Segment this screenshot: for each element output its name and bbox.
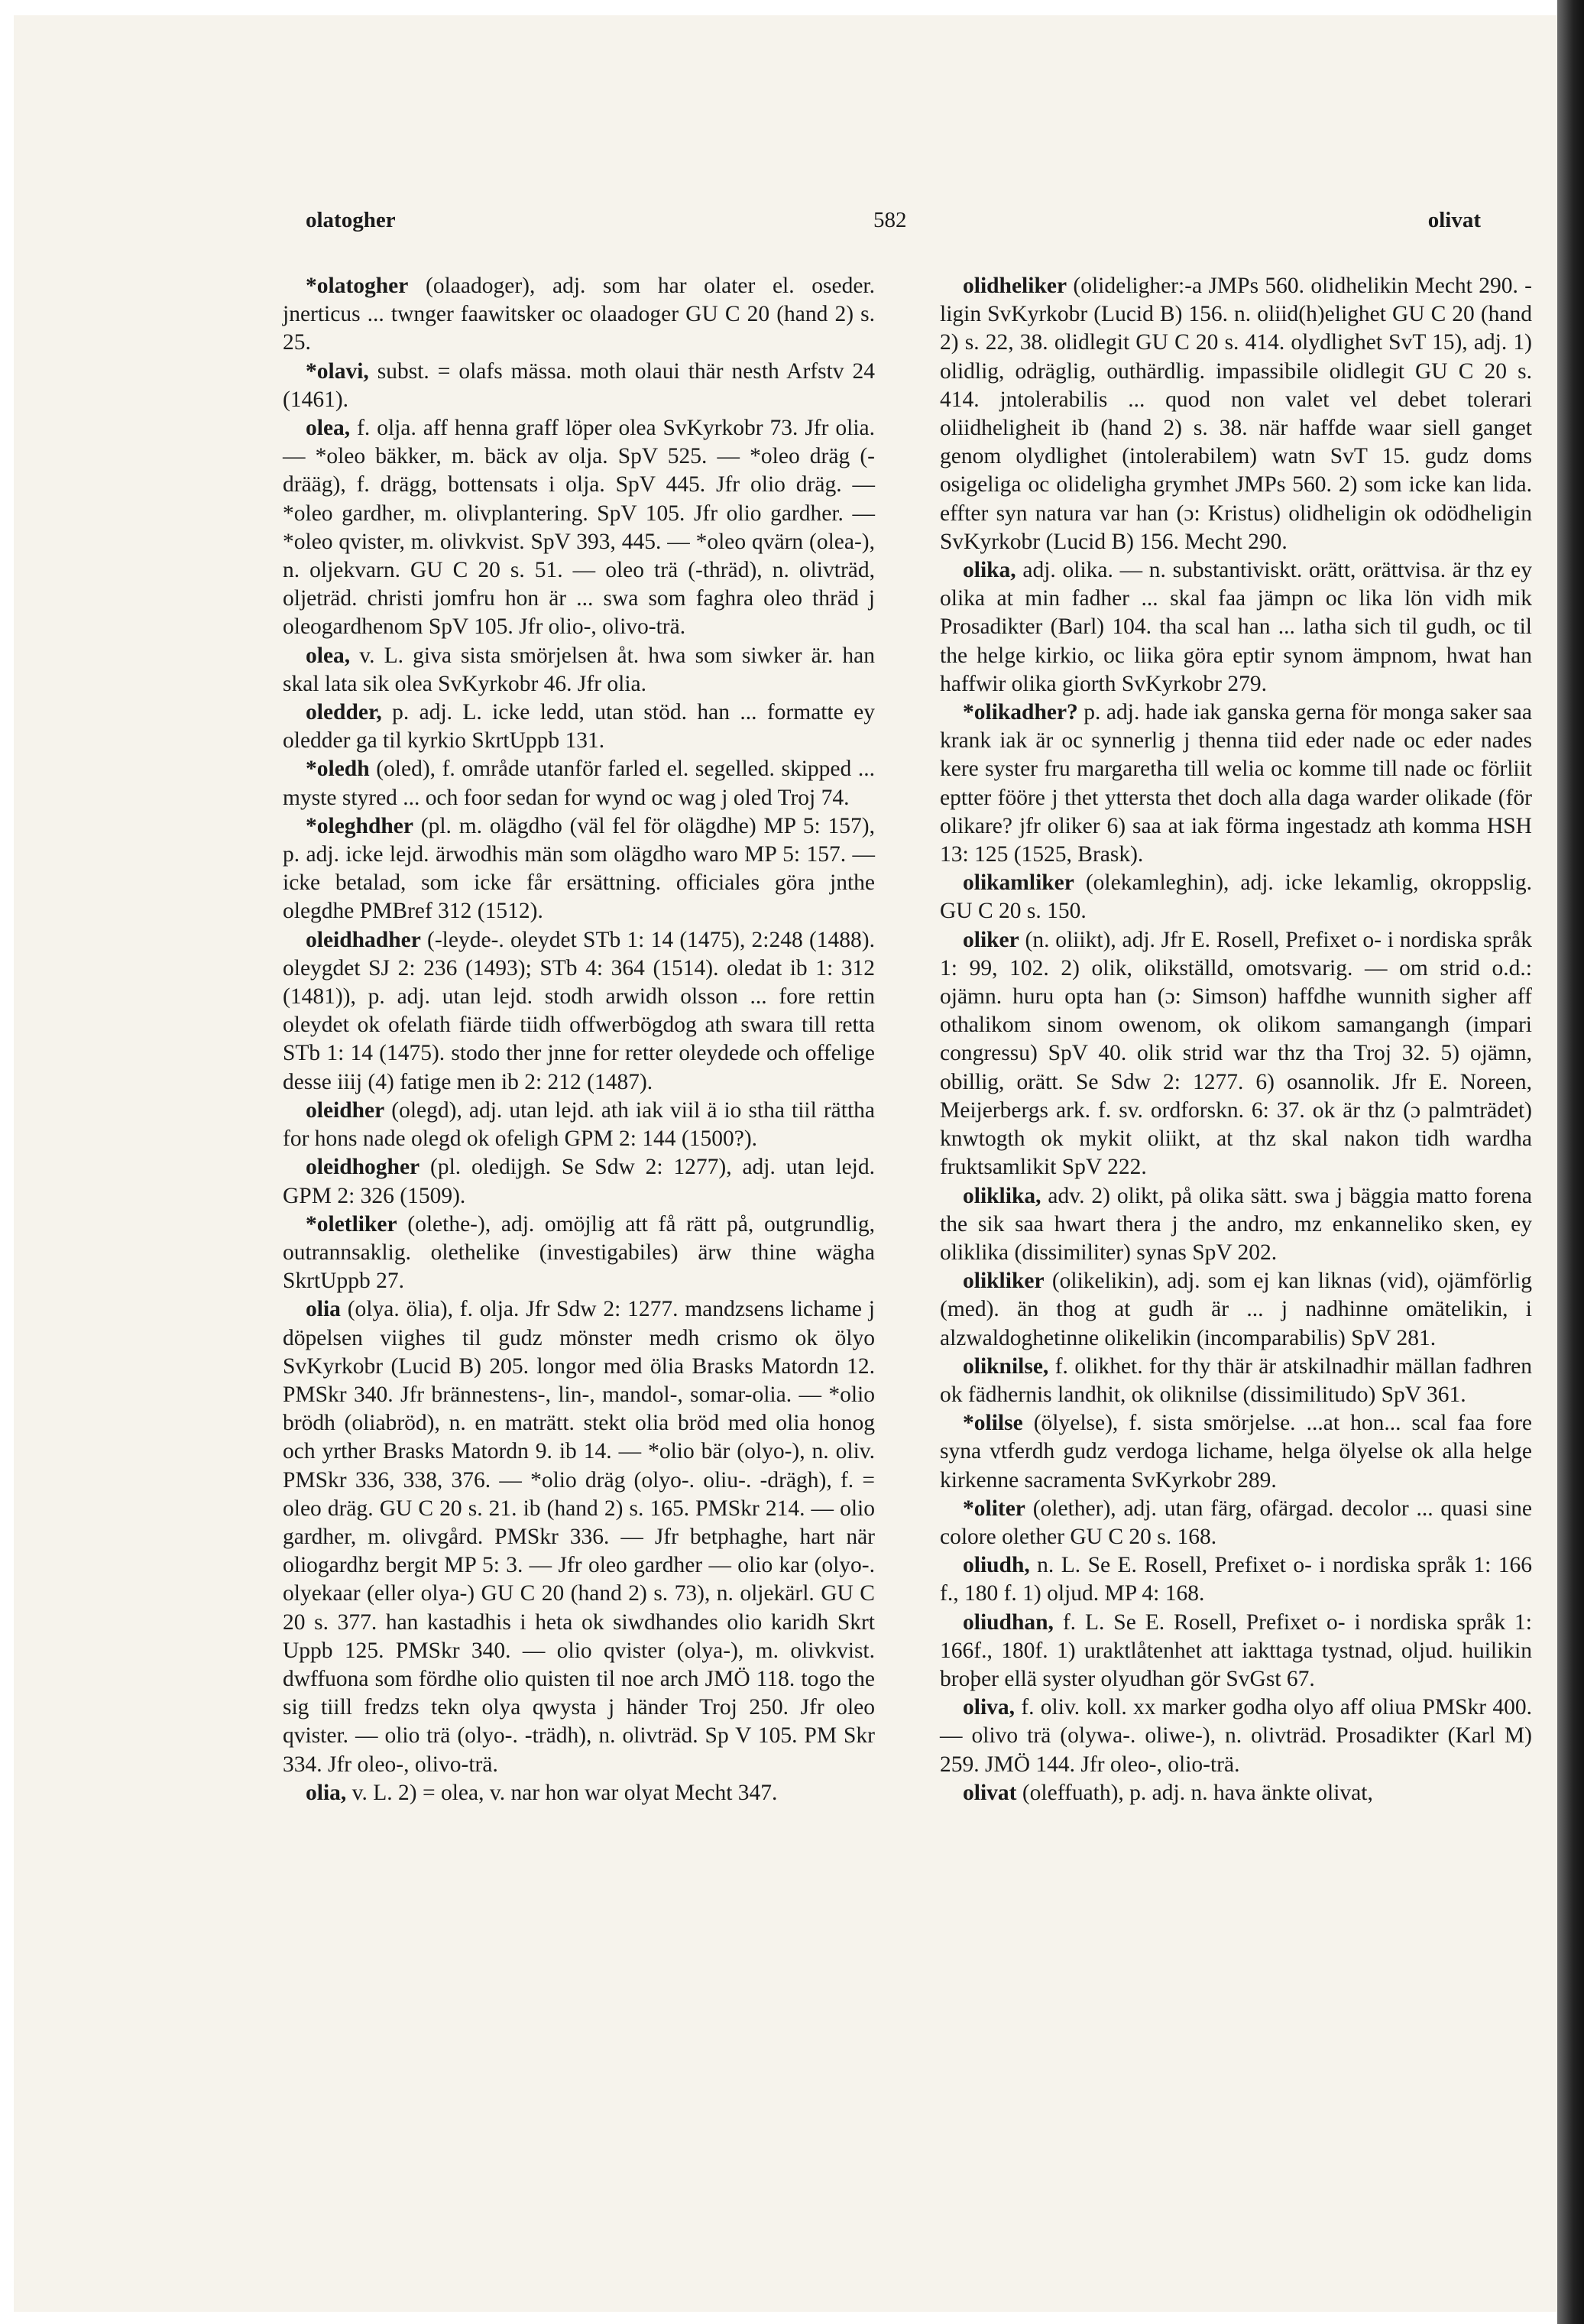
- entry-headword: olivat: [963, 1780, 1017, 1805]
- entry-headword: *oliter: [963, 1496, 1025, 1521]
- entry-headword: *olikadher?: [963, 700, 1078, 725]
- entry-headword: *oleghdher: [306, 813, 413, 838]
- entry-text: (olegd), adj. utan lejd. ath iak viil ä io stha tiil rättha for hons nade olegd ok ofeligh GPM 2: 144 (1500?).: [283, 1097, 875, 1152]
- entry-text: v. L. giva sista smörjelsen åt. hwa som siwker är. han skal lata sik olea SvKyrkobr 46. Jfr olia.: [283, 643, 875, 696]
- dictionary-entry: [283, 698, 875, 755]
- dictionary-entry: [283, 414, 875, 642]
- dictionary-entry: [940, 1694, 1532, 1779]
- dictionary-entry: [940, 1495, 1532, 1551]
- entry-headword: *oledh: [306, 757, 370, 782]
- entry-text: p. adj. hade iak ganska gerna för monga saker saa krank iak är oc synnerlig j thenna tiid eder nade oc eder nades kere syster fru margaretha till welia oc komme till nade oc förliit eptter fööre j thet yttersta thet doch alla daga warder olikade (för olikare? jfr oliker 6) saa at iak förma ingestadz ath komma HSH 13: 125 (1525, Brask).: [940, 700, 1532, 867]
- entry-text: p. adj. L. icke ledd, utan stöd. han ... formatte ey oledder ga til kyrkio SkrtUppb 131.: [283, 700, 875, 754]
- entry-headword: olea,: [306, 643, 351, 668]
- entry-text: (pl. m. olägdho (väl fel för olägdhe) MP 5: 157), p. adj. icke lejd. ärwodhis män som olägdho waro MP 5: 157. — icke betalad, som icke får ersättning. officiales göra jnthe olegdhe PMBref 312 (1512).: [283, 813, 875, 924]
- dictionary-entry: [940, 556, 1532, 698]
- entry-headword: oliudhan,: [963, 1609, 1054, 1635]
- header-left-guide-word: olatogher: [306, 208, 396, 232]
- entry-text: (pl. oledijgh. Se Sdw 2: 1277), adj. utan lejd. GPM 2: 326 (1509).: [283, 1155, 875, 1208]
- entry-headword: *oletliker: [306, 1211, 397, 1237]
- dictionary-entry: [940, 1182, 1532, 1268]
- entry-headword: olika,: [963, 558, 1016, 583]
- entry-text: (-leyde-. oleydet STb 1: 14 (1475), 2:248 (1488). oleygdet SJ 2: 236 (1493); STb 4: 364 (1514). oledat ib 1: 312 (1481)), p. adj. utan lejd. stodh arwidh olsson ... fore rettin oleydet ok ofelath fiärde tiidh offwerbögdog ath swara till retta STb 1: 14 (1475). stodo ther jnne for retter oleydede och offelige desse iiij (4) fatige men ib 2: 212 (1487).: [283, 927, 875, 1094]
- dictionary-entry: [283, 1211, 875, 1296]
- dictionary-entry: [940, 1353, 1532, 1409]
- dictionary-entry: [940, 869, 1532, 925]
- dictionary-entry: [283, 812, 875, 926]
- dictionary-entry: [283, 642, 875, 698]
- entry-headword: olea,: [306, 416, 351, 441]
- header-right-guide-word: olivat: [1427, 208, 1481, 232]
- dictionary-entry: [940, 1609, 1532, 1694]
- dictionary-entry: [940, 272, 1532, 556]
- entry-headword: oledder,: [306, 700, 382, 725]
- entry-headword: olikamliker: [963, 870, 1074, 896]
- dictionary-entry: [283, 926, 875, 1097]
- entry-text: (olya. ölia), f. olja. Jfr Sdw 2: 1277. mandzsens lichame j döpelsen viighes til gudz mönster medh crismo ok ölyo SvKyrkobr (Lucid B) 205. longor med ölia Brasks Matordn 12. PMSkr 340. Jfr brännestens-, lin-, mandol-, somar-olia. — *olio brödh (oliabröd), n. en maträtt. stekt olia bröd med olia honog och yrther Brasks Matordn 9. ib 14. — *olio bär (olyo-), n. oliv. PMSkr 336, 338, 376. — *olio dräg (olyo-. oliu-. -drägh), f. = oleo dräg. GU C 20 s. 21. ib (hand 2) s. 165. PMSkr 214. — olio gardher, m. olivgård. PMSkr 336. — Jfr betphaghe, hart när oliogardhz bergit MP 5: 3. — Jfr oleo gardher — olio kar (olyo-. olyekaar (eller olya-) GU C 20 (hand 2) s. 73), n. oljekärl. GU C 20 s. 377. han kastadhis i heta ok siwdhandes olio karidh Skrt Uppb 125. PMSkr 340. — olio qvister (olya-), m. olivkvist. dwffuona som fördhe olio quisten til noe arch JMÖ 118. togo the sig tiill fredzs tekn olya qwysta j händer Troj 250. Jfr oleo qvister. — olio trä (olyo-. -trädh), n. olivträd. Sp V 105. PM Skr 334. Jfr oleo-, olivo-trä.: [283, 1297, 875, 1777]
- entry-headword: *olilse: [963, 1411, 1023, 1436]
- entry-text: (oled), f. område utanför farled el. segelled. skipped ... myste styred ... och foor sedan for wynd oc wag j oled Troj 74.: [283, 757, 875, 810]
- entry-text: (olekamleghin), adj. icke lekamlig, okroppslig. GU C 20 s. 150.: [940, 870, 1532, 924]
- entry-text: f. olikhet. for thy thär är atskilnadhir mällan fadhren ok fädhernis landhit, ok oliknilse (dissimilitudo) SpV 361.: [940, 1353, 1532, 1407]
- entry-headword: oliudh,: [963, 1553, 1030, 1578]
- dictionary-page: [14, 15, 1557, 2312]
- entry-headword: oleidhadher: [306, 927, 421, 952]
- entry-text: adj. olika. — n. substantiviskt. orätt, orättvisa. är thz ey olika at min fadher ... skal faa jämpn oc lika lön vidh mik Prosadikter (Barl) 104. tha scal han ... latha sich til gudh, oc til the helge kirkio, oc liika göra eptir synom ämpnom, hwat han haffwir olika giorth SvKyrkobr 279.: [940, 558, 1532, 696]
- entry-text: v. L. 2) = olea, v. nar hon war olyat Mecht 347.: [346, 1780, 778, 1805]
- right-column: [940, 272, 1532, 1807]
- entry-headword: *olavi,: [306, 358, 369, 384]
- dictionary-entry: [940, 1551, 1532, 1608]
- entry-text: (n. oliikt), adj. Jfr E. Rosell, Prefixet o- i nordiska språk 1: 99, 102. 2) olik, olikställd, omotsvarig. — om strid o.d.: ojämn. huru opta han (ɔ: Simson) haffdhe wunnith sigher aff othalikom sinom owenom, ok olikom samangangh (impari congressu) SpV 40. olik strid war thz tha Troj 32. 5) ojämn, obillig, orätt. Se Sdw 2: 1277. 6) osannolik. Jfr E. Noreen, Meijerbergs ark. f. sv. ordforskn. 6: 37. ok är thz (ɔ palmträdet) knwtogth ok mykit oliikt, at thz skal nakon tidh wardha fruktsamlikit SpV 222.: [940, 927, 1532, 1180]
- entry-headword: olikliker: [963, 1269, 1045, 1294]
- entry-headword: olia,: [306, 1780, 347, 1805]
- entry-headword: *olatogher: [306, 274, 409, 298]
- dictionary-entry: [283, 272, 875, 358]
- entry-headword: oleidher: [306, 1097, 385, 1123]
- dictionary-entry: [940, 698, 1532, 869]
- entry-text: (olethe-), adj. omöjlig att få rätt på, outgrundlig, outrannsaklig. olethelike (investigabiles) ärw thine wägha SkrtUppb 27.: [283, 1211, 875, 1294]
- dictionary-entry: [940, 1779, 1532, 1807]
- entry-text: f. oliv. koll. xx marker godha olyo aff oliua PMSkr 400. — olivo trä (olywa-. oliwe-), n. olivträd. Prosadikter (Karl M) 259. JMÖ 144. Jfr oleo-, olio-trä.: [940, 1695, 1532, 1777]
- dictionary-entry: [940, 926, 1532, 1182]
- dictionary-entry: [940, 1409, 1532, 1495]
- dictionary-entry: [283, 358, 875, 414]
- page-header: [14, 208, 1557, 241]
- scan-edge-shadow: [1557, 0, 1584, 2324]
- entry-text: (olideligher:-a JMPs 560. olidhelikin Mecht 290. -ligin SvKyrkobr (Lucid B) 156. n. oliid(h)elighet GU C 20 (hand 2) s. 22, 38. olidlegit GU C 20 s. 414. olydlighet SvT 15), adj. 1) olidlig, odräglig, outhärdlig. impassibile olidlegit GU C 20 s. 414. jntolerabilis ... quod non valet vel debet tolerari oliidheligheit ib (hand 2) s. 38. när haffde waar siell ganget genom olydlighet (intolerabilem) watn SvT 15. gudz doms osigeliga oc olideligha grymhet JMPs 560. 2) som icke kan lida. effter syn natura var han (ɔ: Kristus) olidheligin ok odödheligin SvKyrkobr (Lucid B) 156. Mecht 290.: [940, 274, 1532, 554]
- dictionary-entry: [283, 1153, 875, 1210]
- entry-text: adv. 2) olikt, på olika sätt. swa j bäggia matto forena the sik saa hwart thera j the andro, mz enkanneliko sken, ey oliklika (dissimiliter) synas SpV 202.: [940, 1183, 1532, 1265]
- dictionary-entry: [283, 1779, 875, 1807]
- dictionary-entry: [940, 1267, 1532, 1353]
- dictionary-entry: [283, 1097, 875, 1153]
- entry-text: n. L. Se E. Rosell, Prefixet o- i nordiska språk 1: 166 f., 180 f. 1) oljud. MP 4: 168.: [940, 1553, 1532, 1606]
- entry-headword: oliknilse,: [963, 1353, 1049, 1379]
- entry-text: (olether), adj. utan färg, ofärgad. decolor ... quasi sine colore olether GU C 20 s. 168.: [940, 1496, 1532, 1549]
- entry-text: (ölyelse), f. sista smörjelse. ...at hon... scal faa fore syna vtferdh gudz verdoga lichame, helga ölyelse ok alla helge kirkenne sacramenta SvKyrkobr 289.: [940, 1411, 1532, 1493]
- dictionary-entry: [283, 1295, 875, 1778]
- entry-headword: oliklika,: [963, 1183, 1041, 1208]
- entry-text: f. olja. aff henna graff löper olea SvKyrkobr 73. Jfr olia. — *oleo bäkker, m. bäck av olja. SpV 525. — *oleo dräg (-drääg), f. drägg, bottensats i olja. SpV 445. Jfr olio dräg. — *oleo gardher, m. olivplantering. SpV 105. Jfr olio gardher. — *oleo qvister, m. olivkvist. SpV 393, 445. — *oleo qvärn (olea-), n. oljekvarn. GU C 20 s. 51. — oleo trä (-thräd), n. olivträd, oljeträd. christi jomfru hon är ... swa som faghra oleo thräd j oleogardhenom SpV 105. Jfr olio-, olivo-trä.: [283, 416, 875, 640]
- entry-headword: olia: [306, 1297, 341, 1322]
- entry-text: (oleffuath), p. adj. n. hava änkte olivat,: [1016, 1780, 1373, 1805]
- entry-headword: oleidhogher: [306, 1155, 420, 1180]
- left-column: [283, 272, 875, 1807]
- entry-text: (olikelikin), adj. som ej kan liknas (vid), ojämförlig (med). än thog at gudh är ... j nadhinne omätelikin, i alzwaldoghetinne olikelikin (incomparabilis) SpV 281.: [940, 1269, 1532, 1350]
- entry-text: f. L. Se E. Rosell, Prefixet o- i nordiska språk 1: 166f., 180f. 1) uraktlåtenhet att iakttaga tystnad, oljud. huilikin broþer ellä syster olyudhan gör SvGst 67.: [940, 1609, 1532, 1691]
- entry-headword: olidheliker: [963, 274, 1067, 298]
- entry-text: subst. = olafs mässa. moth olaui thär nesth Arfstv 24 (1461).: [283, 358, 875, 412]
- page-number: 582: [873, 208, 907, 232]
- entry-text: (olaadoger), adj. som har olater el. oseder. jnerticus ... twnger faawitsker oc olaadoger GU C 20 (hand 2) s. 25.: [283, 274, 875, 355]
- entry-headword: oliker: [963, 927, 1019, 952]
- entry-headword: oliva,: [963, 1695, 1016, 1720]
- dictionary-entry: [283, 755, 875, 812]
